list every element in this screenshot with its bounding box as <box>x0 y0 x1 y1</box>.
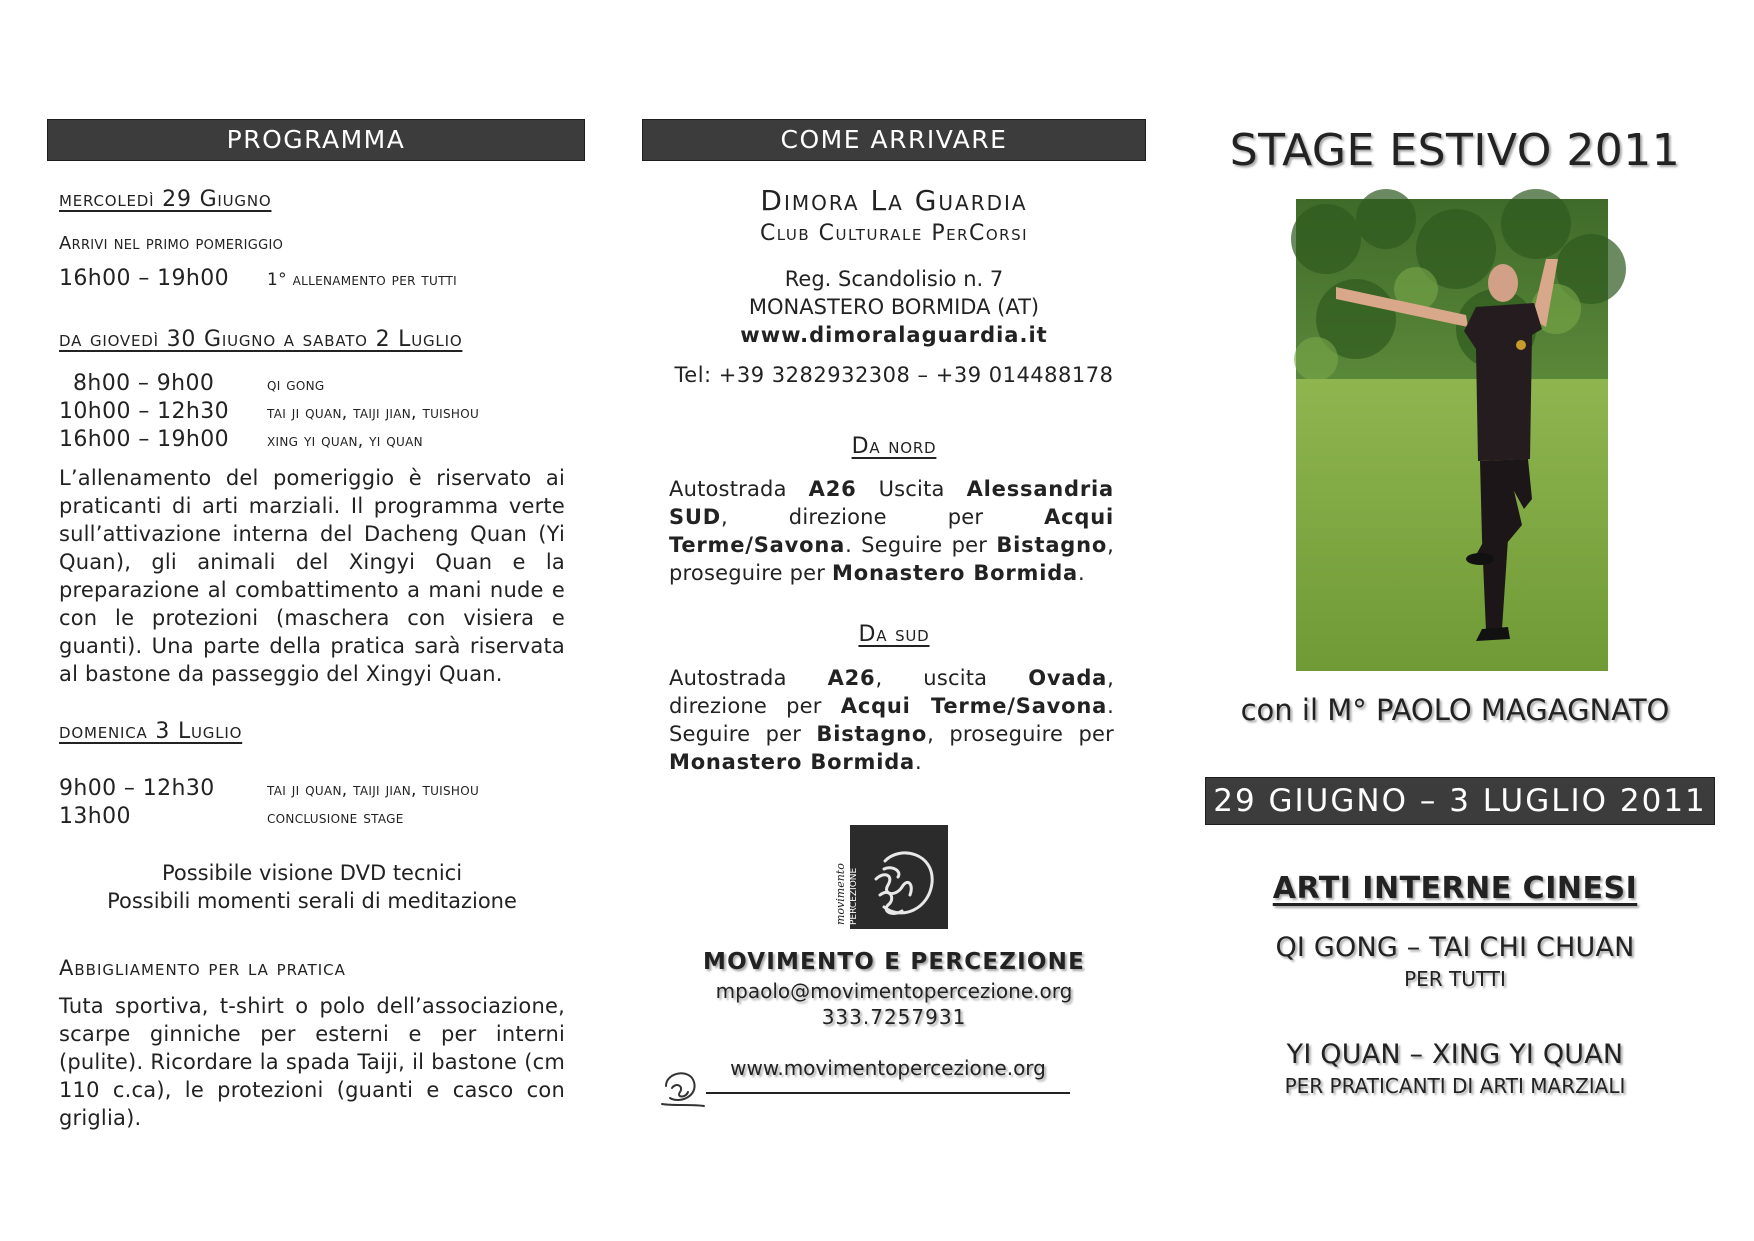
come-arrivare-column <box>642 119 1146 1119</box>
divider-line <box>706 1092 1070 1094</box>
venue <box>642 184 1146 246</box>
master-photo <box>1296 199 1608 671</box>
programma-column <box>47 119 585 1130</box>
movimento-percezione-logo <box>834 825 948 929</box>
day1-time: 16h00 – 19h00 <box>59 266 230 291</box>
schedule-time: 8h00 – 9h00 <box>73 371 215 396</box>
schedule-activity: qi gong <box>267 375 325 395</box>
venue-address <box>642 265 1146 349</box>
org-name: MOVIMENTO E PERCEZIONE <box>702 949 1085 975</box>
venue-name: Dimora La Guardia <box>760 184 1028 217</box>
sud-title: Da sud <box>858 622 930 647</box>
address-street: Reg. Scandolisio n. 7 <box>784 267 1004 291</box>
schedule-time: 16h00 – 19h00 <box>59 427 230 452</box>
extra-dvd: Possibile visione DVD tecnici <box>161 861 463 885</box>
master-name: con il M° PAOLO MAGAGNATO <box>1240 693 1670 727</box>
day3-title: domenica 3 Luglio <box>59 719 243 744</box>
schedule-row <box>59 427 479 455</box>
schedule-time: 9h00 – 12h30 <box>59 776 215 801</box>
venue-club: Club Culturale PerCorsi <box>759 221 1029 246</box>
day1-row <box>59 266 457 291</box>
svg-text:PERCEZIONE: PERCEZIONE <box>849 867 859 925</box>
schedule-activity: xing yi quan, yi quan <box>267 431 423 451</box>
arti-title: ARTI INTERNE CINESI <box>1272 871 1638 906</box>
schedule-time: 10h00 – 12h30 <box>59 399 230 424</box>
nord-title: Da nord <box>851 434 937 459</box>
schedule-row <box>59 804 479 832</box>
schedule-activity: tai ji quan, taiji jian, tuishou <box>267 403 480 423</box>
nord-directions: Autostrada A26 Uscita Alessandria SUD, direzione per Acqui Terme/Savona. Seguire per Bistagno, proseguire per Monastero Bormida. <box>669 477 1114 585</box>
come-arrivare-header: COME ARRIVARE <box>642 119 1146 161</box>
sud-directions: Autostrada A26, uscita Ovada, direzione per Acqui Terme/Savona. Seguire per Bistagno, proseguire per Monastero Bormida. <box>669 666 1115 774</box>
schedule-row <box>59 776 479 804</box>
schedule-row <box>59 399 479 427</box>
org-phone: 333.7257931 <box>821 1005 967 1029</box>
org-info <box>642 949 1146 1029</box>
abbigliamento-title: Abbigliamento per la pratica <box>59 956 346 980</box>
schedule-row <box>59 371 479 399</box>
day1-activity: 1° allenamento per tutti <box>267 270 458 290</box>
cover-column <box>1195 119 1715 1119</box>
venue-tel: Tel: +39 3282932308 – +39 014488178 <box>674 363 1114 387</box>
schedule-activity: tai ji quan, taiji jian, tuishou <box>267 780 480 800</box>
svg-text:movimento: movimento <box>834 863 847 925</box>
discipline-block-1 <box>1195 932 1715 991</box>
venue-website-link[interactable]: www.dimoralaguardia.it <box>740 323 1048 347</box>
extra-meditation: Possibili momenti serali di meditazione <box>107 889 517 913</box>
extras <box>47 859 577 915</box>
org-website-link[interactable]: www.movimentopercezione.org <box>730 1056 1046 1080</box>
programma-header: PROGRAMMA <box>47 119 585 161</box>
stage-dates: 29 GIUGNO – 3 LUGLIO 2011 <box>1205 777 1715 825</box>
discipline-1-name: QI GONG – TAI CHI CHUAN <box>1275 932 1635 963</box>
discipline-2-audience: PER PRATICANTI DI ARTI MARZIALI <box>1284 1074 1626 1098</box>
programma-description: L’allenamento del pomeriggio è riservato ai praticanti di arti marziali. Il programma verte sull’attivazione interna del Dacheng Quan (Yi Quan), gli animali del Xingyi Quan e la preparazione al combattimento a mani nude e con le protezioni (maschera con visiera e guanti). Una parte della pratica sarà riservata al bastone da passeggio del Xingyi Quan. <box>59 466 565 686</box>
abbigliamento-text: Tuta sportiva, t-shirt o polo dell’associazione, scarpe ginniche per esterni e per interni (pulite). Ricordare la spada Taiji, il bastone (cm 110 c.ca), le protezioni (guanti e casco con griglia). <box>59 994 565 1130</box>
discipline-2-name: YI QUAN – XING YI QUAN <box>1286 1039 1624 1070</box>
schedule-time: 13h00 <box>59 804 131 829</box>
stage-title: STAGE ESTIVO 2011 <box>1229 125 1681 176</box>
address-town: MONASTERO BORMIDA (AT) <box>748 295 1040 319</box>
day2-schedule <box>59 371 479 455</box>
day3-schedule <box>59 776 479 832</box>
schedule-activity: conclusione stage <box>267 808 404 828</box>
day2-title: da giovedì 30 Giugno a sabato 2 Luglio <box>59 327 463 352</box>
discipline-1-audience: PER TUTTI <box>1404 967 1506 991</box>
org-email[interactable]: mpaolo@movimentopercezione.org <box>715 979 1073 1003</box>
day1-arrivi: Arrivi nel primo pomeriggio <box>59 233 284 254</box>
small-swirl-logo <box>660 1064 706 1108</box>
discipline-block-2 <box>1195 1039 1715 1098</box>
day1-title: mercoledì 29 Giugno <box>59 187 272 212</box>
